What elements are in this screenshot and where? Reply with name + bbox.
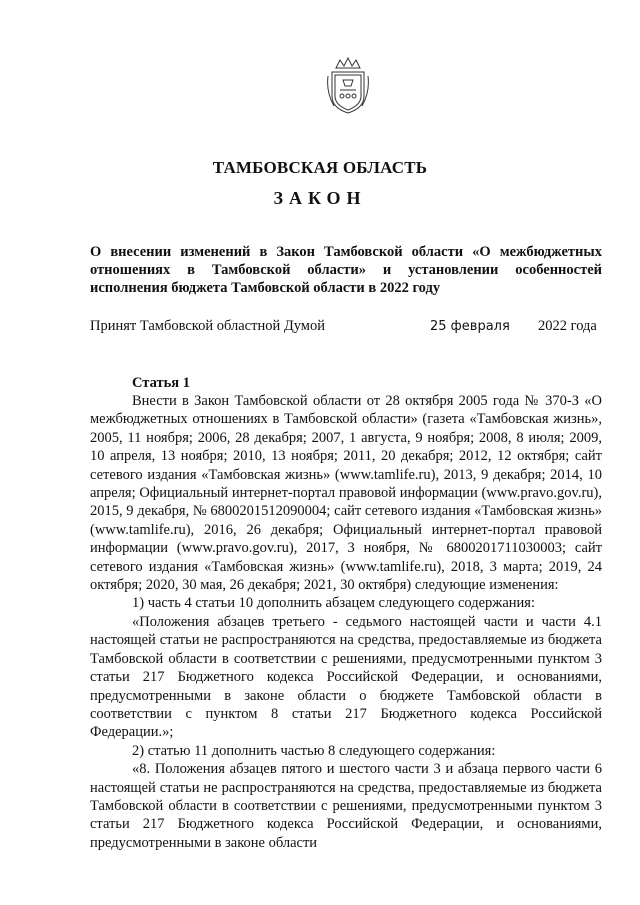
adopted-year: 2022 года: [538, 318, 597, 334]
article-body: [90, 392, 602, 852]
article-paragraph: «Положения абзацев третьего - седьмого настоящей части и части 4.1 настоящей статьи не распространяются на средства, предоставляемые из бюджета Тамбовской области в соответствии с решениями, предусмотренными пунктом 3 статьи 217 Бюджетного кодекса Российской Федерации, и основаниями, предусмотренными в законе области о бюджете Тамбовской области в соответствии с пунктом 8 статьи 217 Бюджетного кодекса Российской Федерации.»;: [90, 613, 602, 741]
law-subject: О внесении изменений в Закон Тамбовской области «О межбюджетных отношениях в Тамбовской области» и установлении особенностей исполнения бюджета Тамбовской области в 2022 году: [90, 244, 602, 296]
article-title: Статья 1: [132, 375, 190, 391]
article-paragraph: 2) статью 11 дополнить частью 8 следующего содержания:: [132, 742, 496, 759]
article-paragraph: Внести в Закон Тамбовской области от 28 октября 2005 года № 370-З «О межбюджетных отношениях в Тамбовской области» (газета «Тамбовская жизнь», 2005, 11 ноября; 2006, 28 декабря; 2007, 1 августа, 9 ноября; 2008, 8 июля; 2009, 10 апреля, 13 ноября; 2010, 13 ноября; 2011, 20 декабря; 2012, 12 октября; сайт сетевого издания «Тамбовская жизнь» (www.tamlife.ru), 2013, 9 декабря; 2014, 10 апреля; Официальный интернет-портал правовой информации (www.pravo.gov.ru), 2015, 9 декабря, № 6800201512090004; сайт сетевого издания «Тамбовская жизнь» (www.tamlife.ru), 2016, 26 декабря; Официальный интернет-портал правовой информации (www.pravo.gov.ru), 2017, 3 ноября, № 6800201711030003; сайт сетевого издания «Тамбовская жизнь» (www.tamlife.ru), 2018, 3 марта; 2019, 24 октября; 2020, 30 мая, 26 декабря; 2021, 30 октября) следующие изменения:: [90, 393, 602, 594]
region-title: ТАМБОВСКАЯ ОБЛАСТЬ: [212, 158, 428, 177]
tambov-coat-of-arms-icon: [326, 56, 370, 116]
document-type-title: ЗАКОН: [273, 188, 367, 208]
article-paragraph: 1) часть 4 статьи 10 дополнить абзацем следующего содержания:: [132, 595, 535, 612]
adopted-date: 25 февраля: [430, 319, 510, 334]
adopted-by: Принят Тамбовской областной Думой: [90, 318, 325, 334]
article-paragraph: «8. Положения абзацев пятого и шестого части 3 и абзаца первого части 6 настоящей статьи не распространяются на средства, предоставляемые из бюджета Тамбовской области в соответствии с решениями, предусмотренными пунктом 3 статьи 217 Бюджетного кодекса Российской Федерации, и основаниями, предусмотренными в законе области: [90, 761, 602, 851]
